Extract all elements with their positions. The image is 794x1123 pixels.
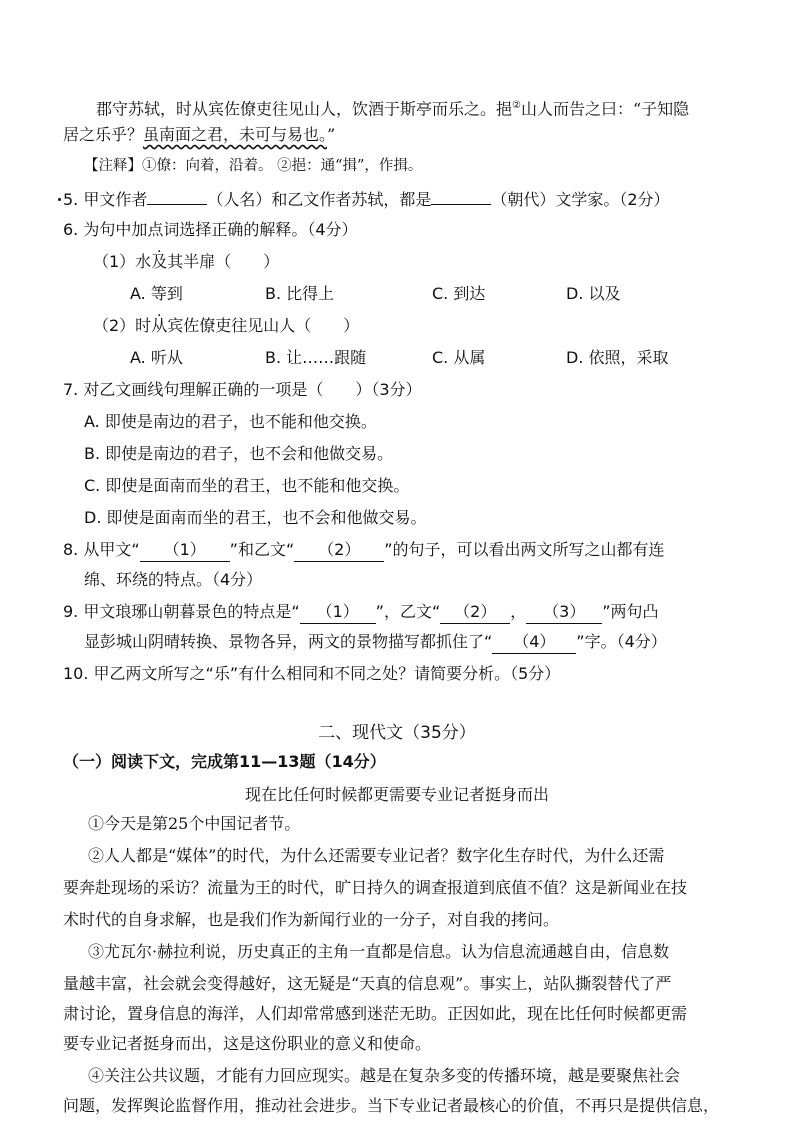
question-6-sub-1 — [93, 252, 279, 272]
question-text: 8. 从甲文“ — [63, 540, 140, 559]
option-6-1-a[interactable]: A. 等到 — [130, 284, 183, 303]
dotted-word: 从 — [151, 316, 168, 335]
option-6-2-d[interactable]: D. 依照，采取 — [566, 348, 669, 367]
answer-blank[interactable]: （1） — [300, 602, 376, 624]
question-text: ”和乙文“ — [229, 540, 295, 559]
article-paragraph-2-line-1: ②人人都是“媒体”的时代，为什么还需要专业记者？数字化生存时代，为什么还需 — [88, 846, 665, 865]
question-text: ”的句子，可以看出两文所写之山都有连 — [384, 540, 665, 559]
option-7-d[interactable]: D. 即使是面南而坐的君王，也不会和他做交易。 — [84, 508, 427, 527]
question-5 — [63, 188, 670, 210]
question-text: （人名）和乙文作者苏轼，都是 — [207, 190, 432, 209]
annotation: 【注释】①僚：向着，沿着。 ②挹：通“揖”，作揖。 — [84, 158, 423, 174]
option-7-a[interactable]: A. 即使是南边的君子，也不能和他交换。 — [84, 412, 377, 431]
question-text: （1）水 — [93, 252, 152, 271]
question-text: ”字。（4分） — [576, 632, 667, 651]
dotted-word: 及 — [151, 252, 168, 271]
answer-blank[interactable] — [147, 188, 207, 205]
article-paragraph-3-line-4: 要专业记者挺身而出，这是这份职业的意义和使命。 — [63, 1034, 432, 1053]
question-text: 5. 甲文作者 — [63, 190, 148, 209]
question-6-sub-2 — [93, 316, 359, 336]
question-9-line-1 — [63, 602, 659, 624]
question-text: ”两句凸 — [602, 602, 659, 621]
article-paragraph-1: ①今天是第25个中国记者节。 — [88, 814, 301, 833]
option-6-2-c[interactable]: C. 从属 — [432, 348, 486, 367]
passage-text: 山人而告之曰：“子知隐 — [521, 99, 690, 119]
question-text: （2）时 — [93, 316, 152, 335]
question-text: （朝代）文学家。（2分） — [491, 190, 670, 209]
margin-dot — [58, 198, 61, 201]
article-paragraph-3-line-3: 肃讨论，置身信息的海洋，人们却常常感到迷茫无助。正因如此，现在比任何时候都更需 — [63, 1004, 688, 1023]
passage-line-1 — [96, 96, 689, 119]
article-paragraph-4-line-1: ④关注公共议题，才能有力回应现实。越是在复杂多变的传播环境，越是要聚焦社会 — [88, 1066, 681, 1085]
question-10: 10. 甲乙两文所写之“乐”有什么相同和不同之处？请简要分析。（5分） — [63, 664, 561, 683]
question-text: 显彭城山阴晴转换、景物各异，两文的景物描写都抓住了“ — [84, 632, 493, 651]
option-6-1-b[interactable]: B. 比得上 — [265, 284, 335, 303]
option-7-b[interactable]: B. 即使是南边的君子，也不会和他做交易。 — [84, 444, 394, 463]
question-text: ， — [510, 602, 527, 621]
answer-blank[interactable] — [431, 188, 491, 205]
note-marker: ② — [512, 100, 521, 111]
passage-line-2 — [63, 125, 335, 145]
question-text: 其半扉（ ） — [167, 252, 280, 271]
passage-text: 郡守苏轼，时从宾佐僚吏往见山人，饮酒于斯亭而乐之。 — [96, 99, 497, 119]
answer-blank[interactable]: （2） — [294, 540, 384, 562]
option-6-1-d[interactable]: D. 以及 — [566, 284, 621, 303]
answer-blank[interactable]: （4） — [492, 632, 576, 654]
article-title: 现在比任何时候都更需要专业记者挺身而出 — [244, 785, 549, 804]
underlined-sentence: 虽南面之君，未可与易也。 — [143, 125, 328, 144]
question-text: ”，乙文“ — [375, 602, 441, 621]
passage-text: 挹 — [496, 99, 513, 119]
answer-blank[interactable]: （2） — [440, 602, 510, 624]
question-9-line-2 — [84, 632, 667, 654]
option-6-2-a[interactable]: A. 听从 — [130, 348, 183, 367]
article-paragraph-4-line-2: 问题，发挥舆论监督作用，推动社会进步。当下专业记者最核心的价值，不再只是提供信息， — [63, 1096, 720, 1115]
question-text: 9. 甲文琅琊山朝暮景色的特点是“ — [63, 602, 300, 621]
passage-text: ” — [327, 125, 336, 144]
question-text: 宾佐僚吏往见山人（ ） — [167, 316, 360, 335]
question-8-line-1 — [63, 540, 665, 562]
option-6-1-c[interactable]: C. 到达 — [432, 284, 486, 303]
passage-text: 居之乐乎？ — [63, 125, 144, 144]
option-7-c[interactable]: C. 即使是面南而坐的君王，也不能和他交换。 — [84, 476, 410, 495]
article-paragraph-2-line-2: 要奔赴现场的采访？流量为王的时代，旷日持久的调查报道到底值不值？这是新闻业在技 — [63, 878, 688, 897]
article-paragraph-3-line-2: 量越丰富，社会就会变得越好，这无疑是“天真的信息观”。事实上，站队撕裂替代了严 — [63, 974, 672, 993]
answer-blank[interactable]: （3） — [526, 602, 602, 624]
section-heading: 二、现代文（35分） — [318, 723, 476, 743]
answer-blank[interactable]: （1） — [140, 540, 230, 562]
article-paragraph-3-line-1: ③尤瓦尔·赫拉利说，历史真正的主角一直都是信息。认为信息流通越自由，信息数 — [88, 942, 670, 961]
article-paragraph-2-line-3: 术时代的自身求解，也是我们作为新闻行业的一分子，对自我的拷问。 — [63, 910, 560, 929]
subsection-heading: （一）阅读下文，完成第11—13题（14分） — [63, 752, 386, 771]
question-6-stem: 6. 为句中加点词选择正确的解释。（4分） — [63, 220, 358, 239]
question-7-stem: 7. 对乙文画线句理解正确的一项是（ ）（3分） — [63, 380, 422, 399]
question-8-line-2: 绵、环绕的特点。（4分） — [84, 570, 263, 589]
option-6-2-b[interactable]: B. 让……跟随 — [265, 348, 367, 367]
